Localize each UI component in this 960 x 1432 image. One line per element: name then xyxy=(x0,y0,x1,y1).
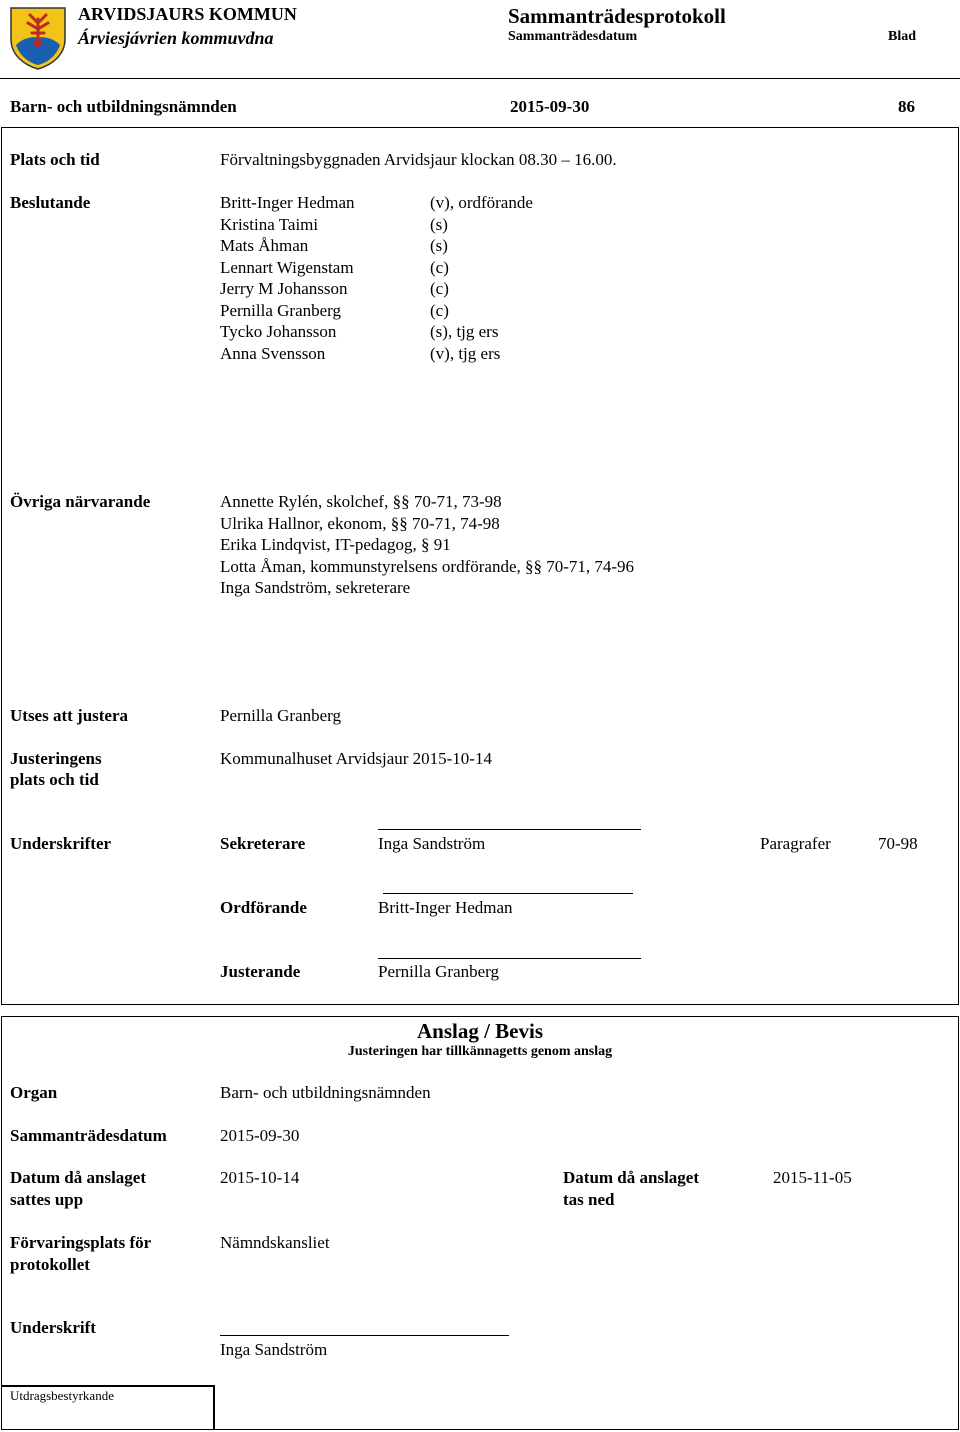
extract-label: Utdragsbestyrkande xyxy=(10,1388,114,1403)
decider-name: Kristina Taimi xyxy=(220,214,319,234)
posted-value: 2015-10-14 xyxy=(220,1168,300,1187)
posted-label-2: sattes upp xyxy=(10,1190,84,1209)
page-label: Blad xyxy=(888,29,917,44)
notice-date-label: Sammanträdesdatum xyxy=(10,1126,167,1145)
decider-role: (s) xyxy=(430,236,448,255)
extract-cell-right xyxy=(213,1385,215,1430)
decider-role: (c) xyxy=(430,279,449,298)
adjuster-label: Utses att justera xyxy=(10,706,129,725)
place-time-value: Förvaltningsbyggnaden Arvidsjaur klockan 08.30 – 16.00. xyxy=(220,150,617,169)
decider-role: (s), tjg ers xyxy=(430,322,499,341)
decider-name: Britt-Inger Hedman xyxy=(220,193,355,212)
other-present-item: Lotta Åman, kommunstyrelsens ordförande, §§ 70-71, 74-96 xyxy=(220,556,635,576)
paragraphs-value: 70-98 xyxy=(878,834,918,853)
extract-cell-top xyxy=(1,1385,214,1387)
decider-name: Pernilla Granberg xyxy=(220,300,342,320)
storage-value: Nämndskansliet xyxy=(220,1233,330,1252)
decider-role: (s) xyxy=(430,214,448,234)
decider-role: (c) xyxy=(430,257,449,277)
storage-label-2: protokollet xyxy=(10,1255,90,1274)
secretary-signature-line xyxy=(378,829,641,830)
other-present-item: Ulrika Hallnor, ekonom, §§ 70-71, 74-98 xyxy=(220,513,500,533)
chair-label: Ordförande xyxy=(220,898,307,917)
adjust-place-value: Kommunalhuset Arvidsjaur 2015-10-14 xyxy=(220,749,492,768)
adjust-place-label-1: Justeringens xyxy=(10,749,102,768)
other-present-item: Annette Rylén, skolchef, §§ 70-71, 73-98 xyxy=(220,492,502,511)
notice-signature-line xyxy=(220,1335,509,1336)
other-present-item: Erika Lindqvist, IT-pedagog, § 91 xyxy=(220,535,451,554)
adjuster-signature-line xyxy=(378,958,641,959)
deciders-label: Beslutande xyxy=(10,193,91,212)
notice-signature-label: Underskrift xyxy=(10,1318,96,1337)
decider-name: Jerry M Johansson xyxy=(220,279,348,298)
municipality-name: ARVIDSJAURS KOMMUN xyxy=(78,4,297,24)
secretary-label: Sekreterare xyxy=(220,834,306,853)
chair-name: Britt-Inger Hedman xyxy=(378,898,513,917)
page-number: 86 xyxy=(898,97,915,116)
signatures-label: Underskrifter xyxy=(10,834,112,853)
notice-box xyxy=(1,1016,959,1430)
place-time-label: Plats och tid xyxy=(10,150,100,169)
meeting-date: 2015-09-30 xyxy=(510,97,590,116)
removed-label-2: tas ned xyxy=(563,1190,615,1209)
decider-name: Anna Svensson xyxy=(220,343,326,363)
decider-name: Tycko Johansson xyxy=(220,322,337,341)
organ-label: Organ xyxy=(10,1083,58,1102)
committee-name: Barn- och utbildningsnämnden xyxy=(10,97,237,116)
meeting-date-label: Sammanträdesdatum xyxy=(508,29,638,44)
decider-role: (c) xyxy=(430,300,449,320)
decider-role: (v), tjg ers xyxy=(430,343,501,363)
chair-signature-line xyxy=(383,893,633,894)
storage-label-1: Förvaringsplats för xyxy=(10,1233,152,1252)
document-type: Sammanträdesprotokoll xyxy=(508,4,726,28)
secretary-name: Inga Sandström xyxy=(378,834,486,853)
notice-title: Anslag / Bevis xyxy=(416,1019,544,1043)
adjuster-value: Pernilla Granberg xyxy=(220,706,342,725)
header-divider xyxy=(0,78,960,79)
notice-subtitle: Justeringen har tillkännagetts genom anslag xyxy=(347,1044,613,1059)
municipality-sami-name: Árviesjávrien kommuvdna xyxy=(78,28,274,48)
decider-name: Lennart Wigenstam xyxy=(220,257,354,277)
other-present-item: Inga Sandström, sekreterare xyxy=(220,578,411,597)
decider-role: (v), ordförande xyxy=(430,193,533,212)
adjust-place-label-2: plats och tid xyxy=(10,770,99,789)
adjuster-sign-name: Pernilla Granberg xyxy=(378,962,500,981)
others-present-label: Övriga närvarande xyxy=(10,492,151,511)
paragraphs-label: Paragrafer xyxy=(760,834,831,853)
removed-label-1: Datum då anslaget xyxy=(563,1168,700,1187)
organ-value: Barn- och utbildningsnämnden xyxy=(220,1083,431,1102)
posted-label-1: Datum då anslaget xyxy=(10,1168,147,1187)
notice-date-value: 2015-09-30 xyxy=(220,1126,300,1145)
decider-name: Mats Åhman xyxy=(220,236,309,255)
adjuster-sign-label: Justerande xyxy=(220,962,301,981)
removed-value: 2015-11-05 xyxy=(773,1168,852,1187)
notice-signature-name: Inga Sandström xyxy=(220,1340,328,1359)
coat-of-arms-logo xyxy=(8,5,68,71)
